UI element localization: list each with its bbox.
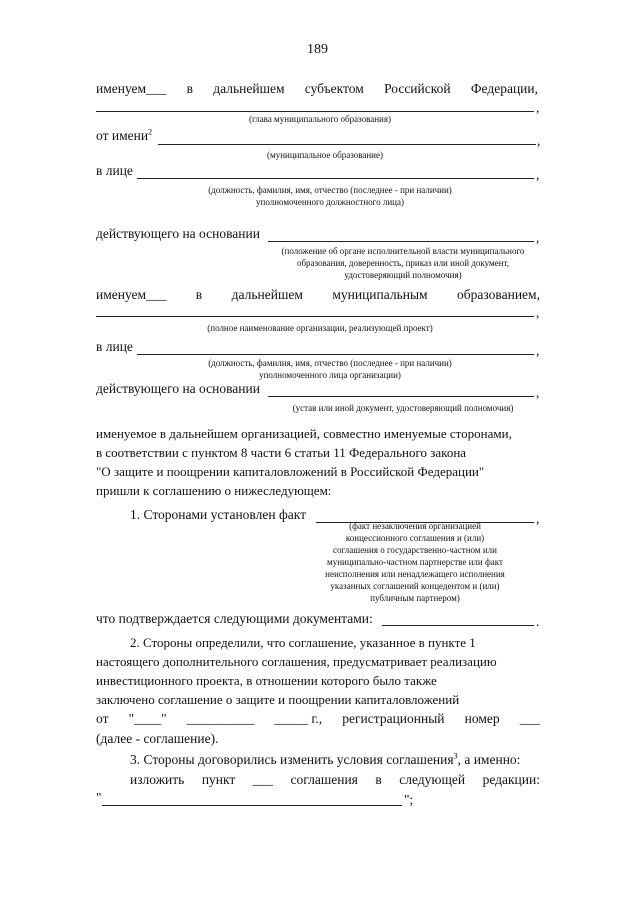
quote-open: " <box>96 790 102 805</box>
caption-fact-2: концессионного соглашения и (или) <box>345 533 485 543</box>
word: в <box>375 772 382 787</box>
page-number: 189 <box>307 42 328 57</box>
word: редакции: <box>482 772 540 787</box>
word: регистрационный <box>342 711 445 726</box>
word: именуем___ <box>96 287 167 302</box>
caption-fact-7: публичным партнером) <box>370 593 460 603</box>
item-2-line-3: инвестиционного проекта, в отношении которого было также <box>96 673 437 688</box>
date-month: __________ <box>186 711 255 726</box>
caption-fact-6: указанных соглашений концедентом и (или) <box>330 581 500 591</box>
v-litse-label: в лице <box>96 163 133 178</box>
acting-basis-org-label: действующего на основании <box>96 381 260 396</box>
v-litse-org-label: в лице <box>96 339 133 354</box>
word: пункт <box>201 772 236 787</box>
word: Федерации, <box>470 81 538 96</box>
para-line-4: пришли к соглашению о нижеследующем: <box>96 483 332 498</box>
word: в <box>186 81 193 96</box>
caption-fact-1: (факт незаключения организацией <box>349 521 481 531</box>
item-3-row <box>130 772 540 788</box>
reg-number-blank: ___ <box>519 711 540 726</box>
word: соглашения <box>290 772 358 787</box>
item-2-date-row <box>96 711 540 727</box>
fill-line-org <box>96 316 534 317</box>
fill-line-charter <box>268 396 534 397</box>
word: муниципальным <box>332 287 428 302</box>
caption-org-official-2: уполномоченного лица организации) <box>259 370 401 380</box>
ot-imeni-label: от имени$^2$ <box>96 127 153 143</box>
caption-official-1: (должность, фамилия, имя, отчество (последнее - при наличии) <box>208 185 452 195</box>
caption-fact-5: неисполнения или ненадлежащего исполнения <box>325 569 505 579</box>
caption-municipality: (муниципальное образование) <box>267 150 383 160</box>
point-blank: ___ <box>252 772 274 787</box>
caption-basis-3: удостоверяющий полномочия) <box>344 270 462 280</box>
word: номер <box>464 711 500 726</box>
fill-line-basis <box>268 241 534 242</box>
caption-basis-2: образования, доверенность, приказ или иной документ, <box>296 258 510 268</box>
confirmed-by-label: что подтверждается следующими документами: <box>96 611 373 626</box>
fill-line-documents <box>382 625 534 626</box>
para-line-3: "О защите и поощрении капиталовложений в Российской Федерации" <box>96 464 485 479</box>
subject-row <box>96 81 538 97</box>
word: дальнейшем <box>231 287 303 302</box>
word: именуем___ <box>96 81 167 96</box>
fill-line-municipality <box>158 144 536 145</box>
caption-org: (полное наименование организации, реализующей проект) <box>207 323 433 333</box>
caption-official-2: уполномоченного должностного лица) <box>256 197 404 207</box>
word: Российской <box>384 81 451 96</box>
para-line-1: именуемое в дальнейшем организацией, совместно именуемые сторонами, <box>96 426 512 441</box>
acting-basis-label: действующего на основании <box>96 226 260 241</box>
caption-charter: (устав или иной документ, удостоверяющий полномочия) <box>292 403 514 413</box>
word: дальнейшем <box>213 81 285 96</box>
fill-line-head <box>96 111 534 112</box>
item-2-line-1: 2. Стороны определили, что соглашение, указанное в пункте 1 <box>130 635 476 650</box>
word: изложить <box>130 772 185 787</box>
date-year: _____ г., <box>274 711 323 726</box>
caption-basis-1: (положение об органе исполнительной власти муниципального <box>281 246 525 256</box>
item-2-end: (далее - соглашение). <box>96 731 219 746</box>
date-day: "____" <box>128 711 167 726</box>
caption-head: (глава муниципального образования) <box>248 114 392 124</box>
item-2-line-4: заключено соглашение о защите и поощрении капиталовложений <box>96 692 460 707</box>
para-line-2: в соответствии с пунктом 8 части 6 статьи 11 Федерального закона <box>96 445 467 460</box>
word: образованием, <box>457 287 540 302</box>
word: в <box>195 287 203 302</box>
word: следующей <box>399 772 466 787</box>
fill-line-official <box>137 178 534 179</box>
word: субъектом <box>304 81 364 96</box>
caption-fact-3: соглашения о государственно-частном или <box>333 545 497 555</box>
fill-line-org-official <box>137 354 534 355</box>
quote-close: "; <box>404 792 414 807</box>
word: от <box>96 711 109 726</box>
fill-line-new-wording <box>102 805 402 806</box>
item-3-line: 3. Стороны договорились изменить условия соглашения$^3$, а именно: <box>130 751 521 767</box>
item-1-label: 1. Сторонами установлен факт <box>130 507 306 522</box>
caption-org-official-1: (должность, фамилия, имя, отчество (последнее - при наличии) <box>208 358 452 368</box>
municipality-row <box>96 287 540 303</box>
caption-fact-4: муниципально-частном партнерстве или факт <box>327 557 503 567</box>
item-2-line-2: настоящего дополнительного соглашения, предусматривает реализацию <box>96 654 497 669</box>
